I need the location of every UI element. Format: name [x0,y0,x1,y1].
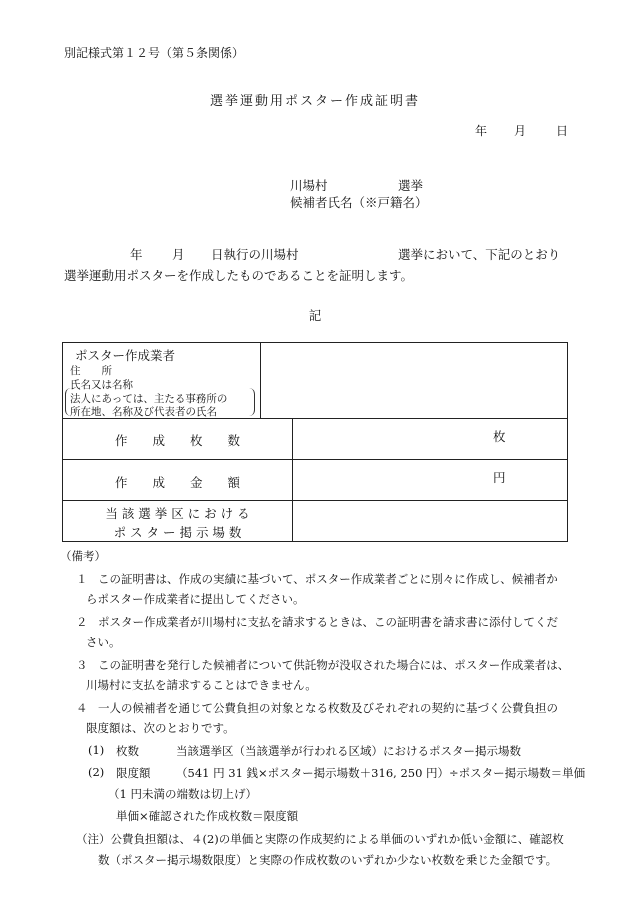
date-year-label: 年 [475,124,488,138]
remark-1-number: １ [76,572,88,586]
remark-4-number: ４ [76,701,88,715]
address-label: 住 所 [70,365,112,377]
ki-heading: 記 [308,308,322,323]
remark-2-number: ２ [76,615,88,629]
sub-2-number: (2) [88,765,105,779]
date-day-label: 日 [556,124,569,138]
form-number: 別記様式第１２号（第５条関係） [64,46,245,60]
statement-month: 月 [172,247,185,262]
maker-heading: ポスター作成業者 [75,348,176,363]
addressee-village: 川場村 [290,178,328,193]
candidate-name-label: 候補者氏名（※戸籍名） [290,195,428,210]
remark-1-line-a: この証明書は、作成の実績に基づいて、ポスター作成業者ごとに別々に作成し、候補者か [98,572,558,586]
count-unit: 枚 [493,429,506,444]
statement-mid: 日執行の川場村 [211,247,299,262]
statement-end: 選挙において、下記のとおり [398,247,561,262]
sub-2-calc: 単価×確認された作成枚数＝限度額 [116,809,299,823]
sub-2-text: （541 円 31 銭×ポスター掲示場数＋316, 250 円）÷ポスター掲示場数＝単価 [176,766,586,780]
row-divider-3 [63,500,567,501]
remark-1-line-b: らポスター作成業者に提出してください。 [86,592,305,606]
poster-label-1: 当 該 選 挙 区 に お け る [105,506,250,521]
name-label: 氏名又は名称 [70,379,133,391]
corp-note-1: 法人にあっては、主たる事務所の [70,393,228,405]
statement-year: 年 [130,247,143,262]
remarks-heading: （備考） [60,549,106,563]
count-label: 作 成 枚 数 [114,433,240,448]
remark-3-line-b: 川場村に支払を請求することはできません。 [86,678,317,692]
poster-label-2: ポ ス タ ー 掲 示 場 数 [113,525,242,540]
remark-4-line-a: 一人の候補者を通じて公費負担の対象となる枚数及びそれぞれの契約に基づく公費負担の [98,701,558,715]
sub-1-text: 当該選挙区（当該選挙が行われる区域）におけるポスター掲示場数 [176,744,521,758]
amount-unit: 円 [493,470,506,485]
sub-1-number: (1) [88,743,105,757]
sub-2-label: 限度額 [116,766,151,780]
amount-label: 作 成 金 額 [114,475,240,490]
document-title: 選挙運動用ポスター作成証明書 [209,94,420,109]
sub-1-label: 枚数 [116,744,139,758]
remark-4-line-b: 限度額は、次のとおりです。 [86,721,235,735]
note-line-a: （注）公費負担額は、４(2)の単価と実際の作成契約による単価のいずれか低い金額に、確認枚 [76,832,564,846]
remark-2-line-a: ポスター作成業者が川場村に支払を請求するときは、この証明書を請求書に添付してくだ [98,615,558,629]
remark-3-number: ３ [76,658,88,672]
addressee-election: 選挙 [398,178,424,193]
corp-note-bracket [65,388,255,416]
col-divider-bottom [292,418,293,541]
sub-2-note: （1 円未満の端数は切上げ） [108,787,257,801]
certificate-table [62,342,568,542]
corp-note-2: 所在地、名称及び代表者の氏名 [70,406,217,418]
statement-line2: 選挙運動用ポスターを作成したものであることを証明します。 [64,268,414,283]
row-divider-2 [63,459,567,460]
note-line-b: 数（ポスター掲示場数限度）と実際の作成枚数のいずれか少ない枚数を乗じた金額です。 [98,853,558,867]
remark-2-line-b: さい。 [86,635,121,649]
col-divider-top [260,343,261,418]
remark-3-line-a: この証明書を発行した候補者について供託物が没収された場合には、ポスター作成業者は、 [98,658,570,672]
date-month-label: 月 [514,124,527,138]
